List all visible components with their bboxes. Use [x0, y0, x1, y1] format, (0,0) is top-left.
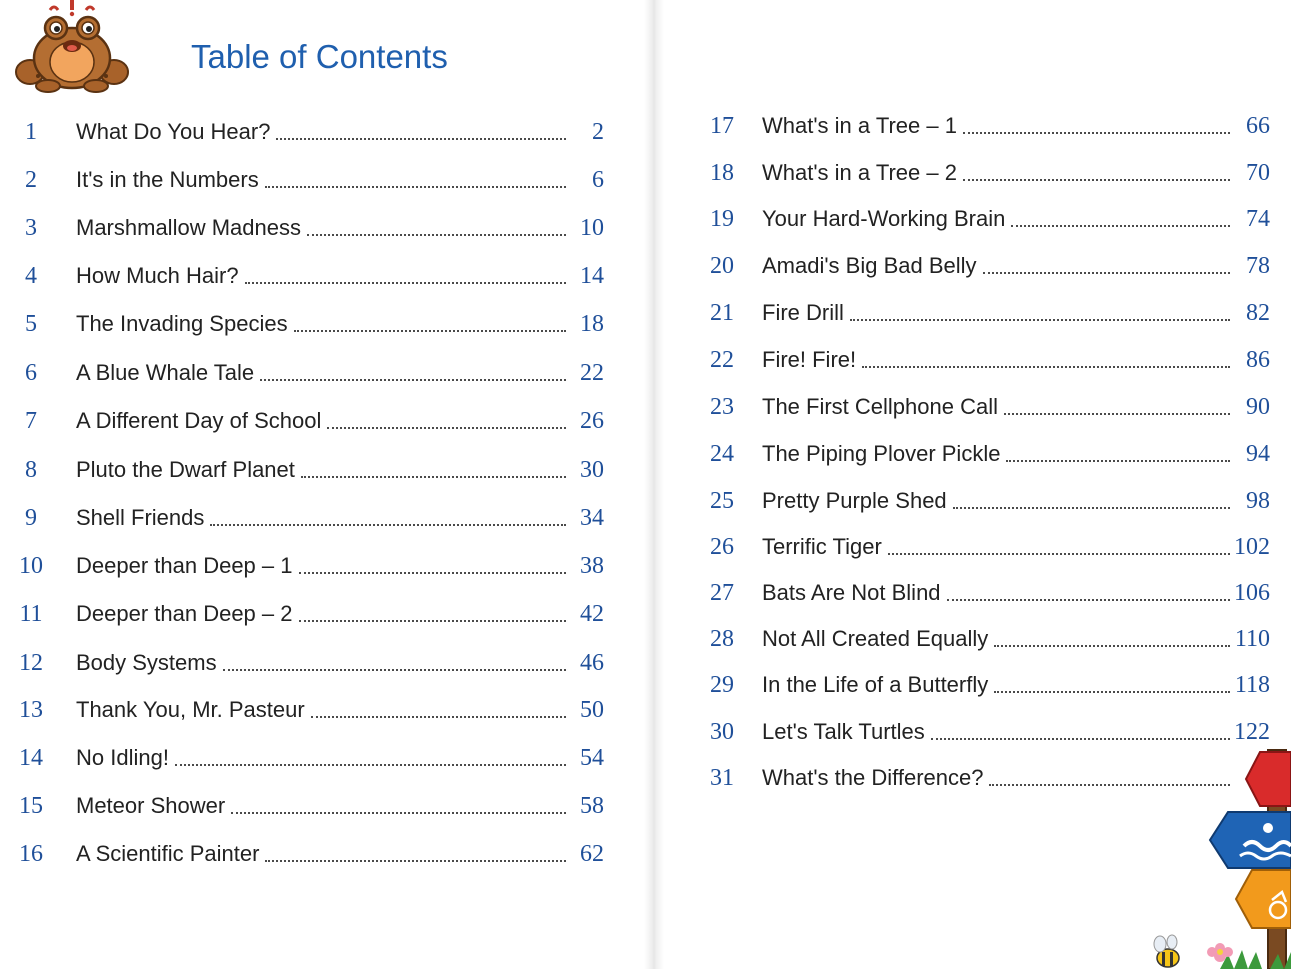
chapter-number: 28 — [710, 626, 734, 652]
chapter-number: 11 — [19, 601, 43, 627]
page-number: 66 — [1246, 113, 1270, 139]
chapter-title: The First Cellphone Call — [762, 394, 998, 419]
toc-entry[interactable] — [700, 295, 1290, 331]
chapter-number: 12 — [19, 650, 43, 676]
page-number: 118 — [1234, 672, 1270, 698]
toc-entry[interactable] — [10, 788, 604, 824]
page-number: 82 — [1246, 300, 1270, 326]
chapter-title: What's in a Tree – 2 — [762, 160, 957, 185]
chapter-title: Amadi's Big Bad Belly — [762, 253, 977, 278]
toc-entry[interactable] — [700, 436, 1290, 472]
page-number: 6 — [592, 167, 604, 193]
toc-entry[interactable] — [10, 548, 604, 584]
chapter-number: 23 — [710, 394, 734, 420]
chapter-title: The Piping Plover Pickle — [762, 441, 1001, 466]
toc-entry[interactable] — [700, 529, 1290, 565]
chapter-number: 15 — [19, 793, 43, 819]
dot-leader — [994, 691, 1230, 693]
page-number: 110 — [1234, 626, 1270, 652]
page-number: 22 — [580, 360, 604, 386]
toc-entry[interactable] — [10, 258, 604, 294]
dot-leader — [888, 553, 1230, 555]
page-number: 62 — [580, 841, 604, 867]
page-number: 26 — [580, 408, 604, 434]
chapter-title: It's in the Numbers — [76, 167, 259, 192]
chapter-title: The Invading Species — [76, 311, 288, 336]
toc-entry[interactable] — [10, 596, 604, 632]
chapter-number: 20 — [710, 253, 734, 279]
chapter-title: Body Systems — [76, 650, 217, 675]
chapter-title: What's the Difference? — [762, 765, 984, 790]
toc-entry[interactable] — [700, 108, 1290, 144]
chapter-number: 31 — [710, 765, 734, 791]
dot-leader — [223, 669, 566, 671]
page-number: 90 — [1246, 394, 1270, 420]
chapter-title: No Idling! — [76, 745, 169, 770]
chapter-number: 26 — [710, 534, 734, 560]
page-number: 2 — [592, 119, 604, 145]
dot-leader — [301, 476, 566, 478]
frog-mascot-icon — [14, 0, 132, 96]
chapter-number: 10 — [19, 553, 43, 579]
chapter-number: 8 — [25, 457, 37, 483]
toc-entry[interactable] — [700, 483, 1290, 519]
page-number: 18 — [580, 311, 604, 337]
signpost-illustration-icon — [1140, 740, 1291, 969]
chapter-number: 14 — [19, 745, 43, 771]
toc-entry[interactable] — [10, 452, 604, 488]
dot-leader — [947, 599, 1230, 601]
dot-leader — [953, 507, 1230, 509]
toc-entry[interactable] — [10, 162, 604, 198]
chapter-number: 7 — [25, 408, 37, 434]
toc-entry[interactable] — [700, 389, 1290, 425]
page-number: 78 — [1246, 253, 1270, 279]
dot-leader — [1006, 460, 1230, 462]
page-number: 10 — [580, 215, 604, 241]
toc-entry[interactable] — [700, 621, 1290, 657]
page-number: 42 — [580, 601, 604, 627]
dot-leader — [231, 812, 566, 814]
chapter-title: Fire Drill — [762, 300, 844, 325]
chapter-title: Let's Talk Turtles — [762, 719, 925, 744]
chapter-title: Fire! Fire! — [762, 347, 857, 372]
page-number: 54 — [580, 745, 604, 771]
toc-entry[interactable] — [700, 667, 1290, 703]
dot-leader — [1011, 225, 1230, 227]
page-number: 50 — [580, 697, 604, 723]
chapter-number: 13 — [19, 697, 43, 723]
toc-entry[interactable] — [10, 645, 604, 681]
dot-leader — [963, 179, 1230, 181]
page-number: 98 — [1246, 488, 1270, 514]
page-number: 86 — [1246, 347, 1270, 373]
page-number: 106 — [1234, 580, 1270, 606]
chapter-number: 5 — [25, 311, 37, 337]
toc-entry[interactable] — [10, 355, 604, 391]
dot-leader — [299, 572, 567, 574]
page-number: 74 — [1246, 206, 1270, 232]
dot-leader — [850, 319, 1230, 321]
chapter-title: Bats Are Not Blind — [762, 580, 941, 605]
chapter-title: Deeper than Deep – 1 — [76, 553, 293, 578]
toc-entry[interactable] — [700, 155, 1290, 191]
chapter-number: 19 — [710, 206, 734, 232]
dot-leader — [265, 186, 566, 188]
dot-leader — [299, 620, 567, 622]
chapter-number: 27 — [710, 580, 734, 606]
chapter-title: What Do You Hear? — [76, 119, 271, 144]
chapter-title: Thank You, Mr. Pasteur — [76, 697, 305, 722]
chapter-number: 16 — [19, 841, 43, 867]
chapter-title: What's in a Tree – 1 — [762, 113, 957, 138]
chapter-number: 17 — [710, 113, 734, 139]
chapter-title: Deeper than Deep – 2 — [76, 601, 293, 626]
dot-leader — [983, 272, 1230, 274]
page-number: 34 — [580, 505, 604, 531]
page-number: 30 — [580, 457, 604, 483]
chapter-title: A Scientific Painter — [76, 841, 260, 866]
chapter-title: In the Life of a Butterfly — [762, 672, 989, 697]
chapter-number: 1 — [25, 119, 37, 145]
dot-leader — [294, 330, 566, 332]
chapter-title: Shell Friends — [76, 505, 205, 530]
dot-leader — [311, 716, 566, 718]
page-number: 70 — [1246, 160, 1270, 186]
chapter-number: 21 — [710, 300, 734, 326]
chapter-number: 25 — [710, 488, 734, 514]
chapter-number: 24 — [710, 441, 734, 467]
chapter-number: 18 — [710, 160, 734, 186]
dot-leader — [307, 234, 566, 236]
page-title: Table of Contents — [191, 38, 448, 75]
chapter-number: 2 — [25, 167, 37, 193]
toc-entry[interactable] — [10, 692, 604, 728]
chapter-number: 6 — [25, 360, 37, 386]
page-number: 58 — [580, 793, 604, 819]
page-number: 46 — [580, 650, 604, 676]
dot-leader — [994, 645, 1230, 647]
chapter-title: Marshmallow Madness — [76, 215, 301, 240]
chapter-title: Your Hard-Working Brain — [762, 206, 1006, 231]
chapter-number: 3 — [25, 215, 37, 241]
toc-entry[interactable] — [10, 740, 604, 776]
toc-entry[interactable] — [700, 342, 1290, 378]
page-number: 38 — [580, 553, 604, 579]
toc-entry[interactable] — [10, 836, 604, 872]
chapter-title: A Different Day of School — [76, 408, 322, 433]
page-number: 122 — [1234, 719, 1270, 745]
chapter-number: 22 — [710, 347, 734, 373]
toc-entry[interactable] — [700, 201, 1290, 237]
chapter-number: 9 — [25, 505, 37, 531]
chapter-number: 4 — [25, 263, 37, 289]
chapter-title: Pretty Purple Shed — [762, 488, 947, 513]
chapter-title: Pluto the Dwarf Planet — [76, 457, 295, 482]
dot-leader — [1004, 413, 1230, 415]
dot-leader — [265, 860, 566, 862]
toc-entry[interactable] — [10, 500, 604, 536]
dot-leader — [276, 138, 566, 140]
dot-leader — [245, 282, 566, 284]
chapter-number: 29 — [710, 672, 734, 698]
toc-entry[interactable] — [700, 248, 1290, 284]
chapter-title: A Blue Whale Tale — [76, 360, 255, 385]
chapter-title: How Much Hair? — [76, 263, 239, 288]
chapter-title: Meteor Shower — [76, 793, 226, 818]
dot-leader — [963, 132, 1230, 134]
page-number: 14 — [580, 263, 604, 289]
book-gutter — [644, 0, 664, 969]
chapter-number: 30 — [710, 719, 734, 745]
toc-entry[interactable] — [10, 306, 604, 342]
chapter-title: Not All Created Equally — [762, 626, 989, 651]
page-number: 102 — [1234, 534, 1270, 560]
dot-leader — [260, 379, 566, 381]
page-number: 94 — [1246, 441, 1270, 467]
dot-leader — [175, 764, 566, 766]
dot-leader — [862, 366, 1230, 368]
toc-entry[interactable] — [700, 575, 1290, 611]
dot-leader — [327, 427, 566, 429]
dot-leader — [210, 524, 566, 526]
toc-entry[interactable] — [10, 210, 604, 246]
toc-entry[interactable] — [10, 114, 604, 150]
chapter-title: Terrific Tiger — [762, 534, 882, 559]
toc-entry[interactable] — [10, 403, 604, 439]
